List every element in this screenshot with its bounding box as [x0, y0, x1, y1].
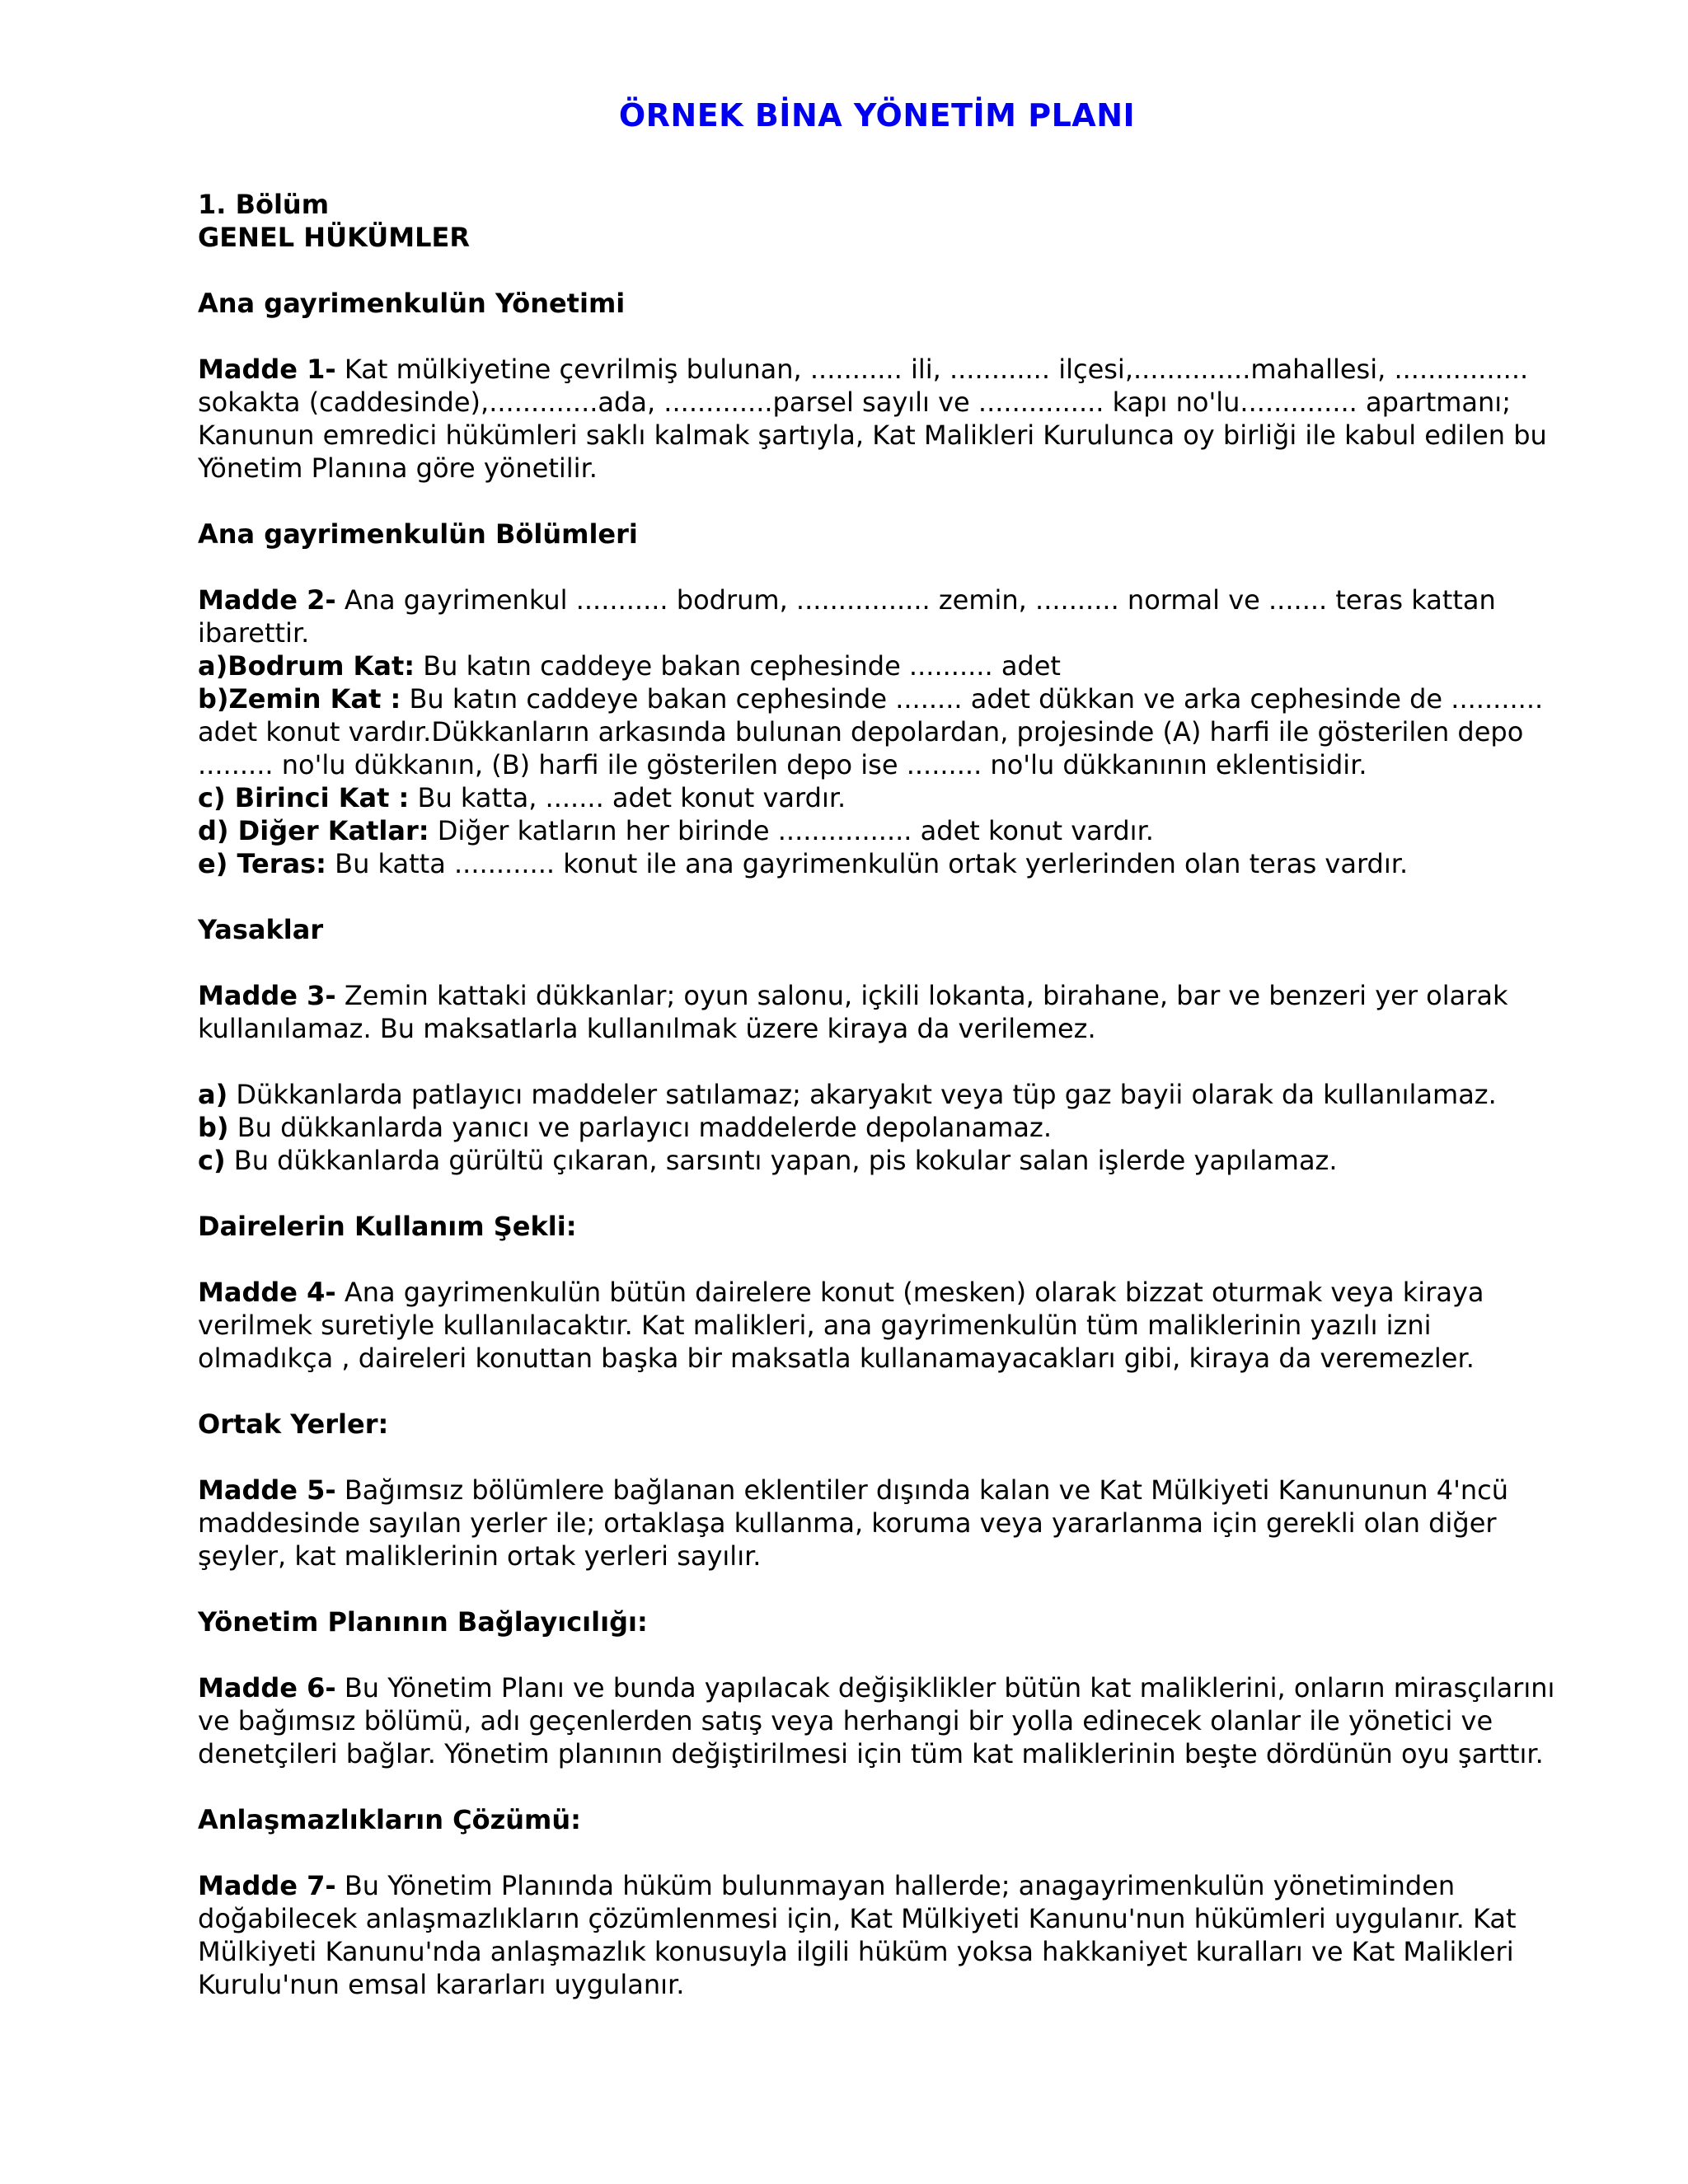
page-title: ÖRNEK BİNA YÖNETİM PLANI [618, 97, 1136, 134]
article-4-text: Ana gayrimenkulün bütün dairelere konut (mesken) olarak bizzat oturmak veya kiraya verilmek suretiyle kullanılacaktır. Kat malikleri, ana gayrimenkulün tüm maliklerinin yazılı izni olmadıkça , daireleri konuttan başka bir maksatla kullanamayacakları gibi, kiraya da veremezler. [198, 1277, 1484, 1374]
article-2b-label: b)Zemin Kat : [198, 683, 401, 715]
article-2d [198, 814, 1556, 847]
article-2-label: Madde 2- [198, 584, 336, 616]
article-1-label: Madde 1- [198, 354, 336, 385]
section-title: GENEL HÜKÜMLER [198, 222, 471, 253]
article-3b [198, 1111, 1556, 1144]
article-3c [198, 1144, 1556, 1177]
article-3 [198, 979, 1556, 1045]
article-2c [198, 781, 1556, 814]
article-5-text: Bağımsız bölümlere bağlanan eklentiler dışında kalan ve Kat Mülkiyeti Kanununun 4'ncü maddesinde sayılan yerler ile; ortaklaşa kullanma, koruma veya yararlanma için gerekli olan diğer şeyler, kat maliklerinin ortak yerleri sayılır. [198, 1474, 1509, 1572]
section-number: 1. Bölüm [198, 189, 330, 220]
article-7-text: Bu Yönetim Planında hüküm bulunmayan hallerde; anagayrimenkulün yönetiminden doğabilecek anlaşmazlıkların çözümlenmesi için, Kat Mülkiyeti Kanunu'nun hükümleri uygulanır. Kat Mülkiyeti Kanunu'nda anlaşmazlık konusuyla ilgili hüküm yoksa hakkaniyet kuralları ve Kat Malikleri Kurulu'nun emsal kararları uygulanır. [198, 1870, 1517, 2000]
article-6-text: Bu Yönetim Planı ve bunda yapılacak değişiklikler bütün kat maliklerini, onların mirasçılarını ve bağımsız bölümü, adı geçenlerden satış veya herhangi bir yolla edinecek olanlar ile yönetici ve denetçileri bağlar. Yönetim planının değiştirilmesi için tüm kat maliklerinin beşte dördünün oyu şarttır. [198, 1672, 1555, 1769]
heading-baglayicilik: Yönetim Planının Bağlayıcılığı: [198, 1606, 648, 1638]
heading-kullanim: Dairelerin Kullanım Şekli: [198, 1211, 577, 1242]
article-3b-label: b) [198, 1112, 229, 1143]
article-2b [198, 682, 1556, 781]
article-6-label: Madde 6- [198, 1672, 336, 1704]
article-3b-text: Bu dükkanlarda yanıcı ve parlayıcı maddelerde depolanamaz. [228, 1112, 1052, 1143]
article-2-text: Ana gayrimenkul ........... bodrum, ................ zemin, .......... normal ve ....... teras kattan ibarettir. [198, 584, 1496, 649]
article-3a [198, 1078, 1556, 1111]
article-3c-label: c) [198, 1145, 226, 1176]
article-3a-label: a) [198, 1079, 228, 1110]
article-4 [198, 1276, 1556, 1375]
article-2a-label: a)Bodrum Kat: [198, 650, 415, 682]
article-2b-text: Bu katın caddeye bakan cephesinde ........ adet dükkan ve arka cephesinde de ........... adet konut vardır.Dükkanların arkasında bulunan depolardan, projesinde (A) harfi ile gösterilen depo ......... no'lu dükkanın, (B) harfi ile gösterilen depo ise ......... no'lu dükkanının eklentisidir. [198, 683, 1544, 780]
article-2a-text: Bu katın caddeye bakan cephesinde .......... adet [415, 650, 1061, 682]
article-3a-text: Dükkanlarda patlayıcı maddeler satılamaz; akaryakıt veya tüp gaz bayii olarak da kullanılamaz. [227, 1079, 1497, 1110]
article-2a [198, 649, 1556, 682]
article-2e-label: e) Teras: [198, 848, 326, 879]
heading-bolumler: Ana gayrimenkulün Bölümleri [198, 518, 638, 550]
heading-ortak-yerler: Ortak Yerler: [198, 1408, 389, 1440]
article-2c-text: Bu katta, ....... adet konut vardır. [409, 782, 846, 813]
article-2e [198, 847, 1556, 880]
article-5 [198, 1474, 1556, 1572]
heading-yonetim: Ana gayrimenkulün Yönetimi [198, 288, 626, 319]
heading-cozum: Anlaşmazlıkların Çözümü: [198, 1804, 581, 1835]
heading-yasaklar: Yasaklar [198, 914, 324, 945]
article-2d-text: Diğer katların her birinde ................ adet konut vardır. [429, 815, 1154, 846]
article-1-text: Kat mülkiyetine çevrilmiş bulunan, ........... ili, ............ ilçesi,..............mahallesi, ................ sokakta (caddesinde),.............ada, .............parsel sayılı ve ............... kapı no'lu.............. apartmanı; Kanunun emredici hükümleri saklı kalmak şartıyla, Kat Malikleri Kurulunca oy birliği ile kabul edilen bu Yönetim Planına göre yönetilir. [198, 354, 1547, 484]
article-3-text: Zemin kattaki dükkanlar; oyun salonu, içkili lokanta, birahane, bar ve benzeri yer olarak kullanılamaz. Bu maksatlarla kullanılmak üzere kiraya da verilemez. [198, 980, 1508, 1044]
article-7-label: Madde 7- [198, 1870, 336, 1901]
article-7 [198, 1869, 1556, 2001]
article-6 [198, 1671, 1556, 1770]
article-5-label: Madde 5- [198, 1474, 336, 1506]
article-3c-text: Bu dükkanlarda gürültü çıkaran, sarsıntı yapan, pis kokular salan işlerde yapılamaz. [225, 1145, 1338, 1176]
article-2 [198, 583, 1556, 649]
article-3-label: Madde 3- [198, 980, 336, 1011]
article-2d-label: d) Diğer Katlar: [198, 815, 429, 846]
article-2e-text: Bu katta ............ konut ile ana gayrimenkulün ortak yerlerinden olan teras vardır. [326, 848, 1409, 879]
article-1 [198, 353, 1556, 485]
article-2c-label: c) Birinci Kat : [198, 782, 410, 813]
article-4-label: Madde 4- [198, 1277, 336, 1308]
